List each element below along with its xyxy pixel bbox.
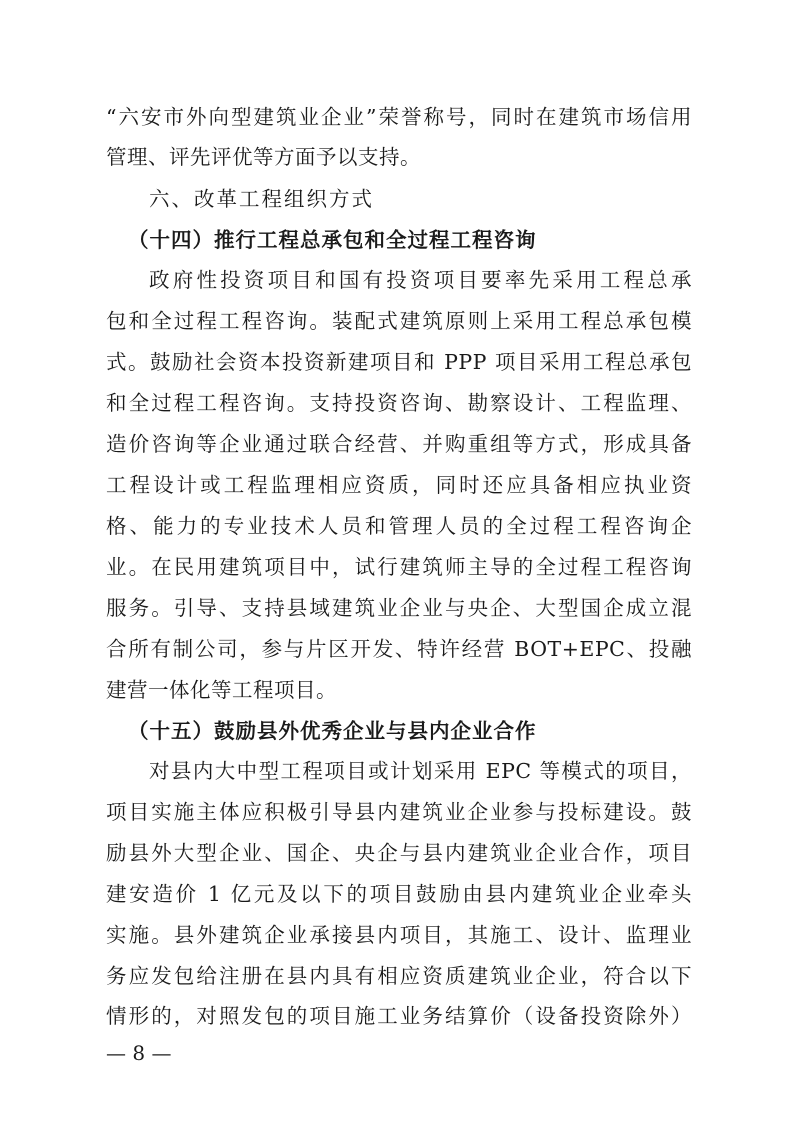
body-text-line: 情形的，对照发包的项目施工业务结算价（设备投资除外） (106, 1004, 692, 1028)
body-text-line: 励县外大型企业、国企、央企与县内建筑业企业合作，项目 (106, 841, 692, 865)
body-text-line: “六安市外向型建筑业企业”荣誉称号，同时在建筑市场信用 (106, 105, 692, 129)
subsection-heading: （十五）鼓励县外优秀企业与县内企业合作 (128, 719, 537, 743)
body-text-line: 建营一体化等工程项目。 (106, 678, 337, 702)
body-text-line: 政府性投资项目和国有投资项目要率先采用工程总承 (149, 268, 692, 292)
body-text-line: 格、能力的专业技术人员和管理人员的全过程工程咨询企 (106, 514, 692, 538)
body-text-line: 对县内大中型工程项目或计划采用 EPC 等模式的项目， (149, 759, 692, 783)
body-text-line: 服务。引导、支持县域建筑业企业与央企、大型国企成立混 (106, 596, 692, 620)
body-text-line: 实施。县外建筑企业承接县内项目，其施工、设计、监理业 (106, 923, 692, 947)
body-text-line: 业。在民用建筑项目中，试行建筑师主导的全过程工程咨询 (106, 555, 692, 579)
page-number: — 8 — (106, 1041, 172, 1065)
section-heading: 六、改革工程组织方式 (149, 187, 374, 211)
body-text-line: 造价咨询等企业通过联合经营、并购重组等方式，形成具备 (106, 432, 692, 456)
body-text-line: 合所有制公司，参与片区开发、特许经营 BOT+EPC、投融 (106, 637, 692, 661)
body-text-line: 建安造价 1 亿元及以下的项目鼓励由县内建筑业企业牵头 (106, 882, 692, 906)
body-text-line: 式。鼓励社会资本投资新建项目和 PPP 项目采用工程总承包 (106, 350, 692, 374)
body-text-line: 包和全过程工程咨询。装配式建筑原则上采用工程总承包模 (106, 309, 692, 333)
body-text-line: 工程设计或工程监理相应资质，同时还应具备相应执业资 (106, 473, 692, 497)
body-text-line: 项目实施主体应积极引导县内建筑业企业参与投标建设。鼓 (106, 800, 692, 824)
body-text-line: 务应发包给注册在县内具有相应资质建筑业企业，符合以下 (106, 964, 692, 988)
body-text-line: 管理、评先评优等方面予以支持。 (106, 145, 421, 169)
subsection-heading: （十四）推行工程总承包和全过程工程咨询 (128, 228, 537, 252)
body-text-line: 和全过程工程咨询。支持投资咨询、勘察设计、工程监理、 (106, 391, 692, 415)
